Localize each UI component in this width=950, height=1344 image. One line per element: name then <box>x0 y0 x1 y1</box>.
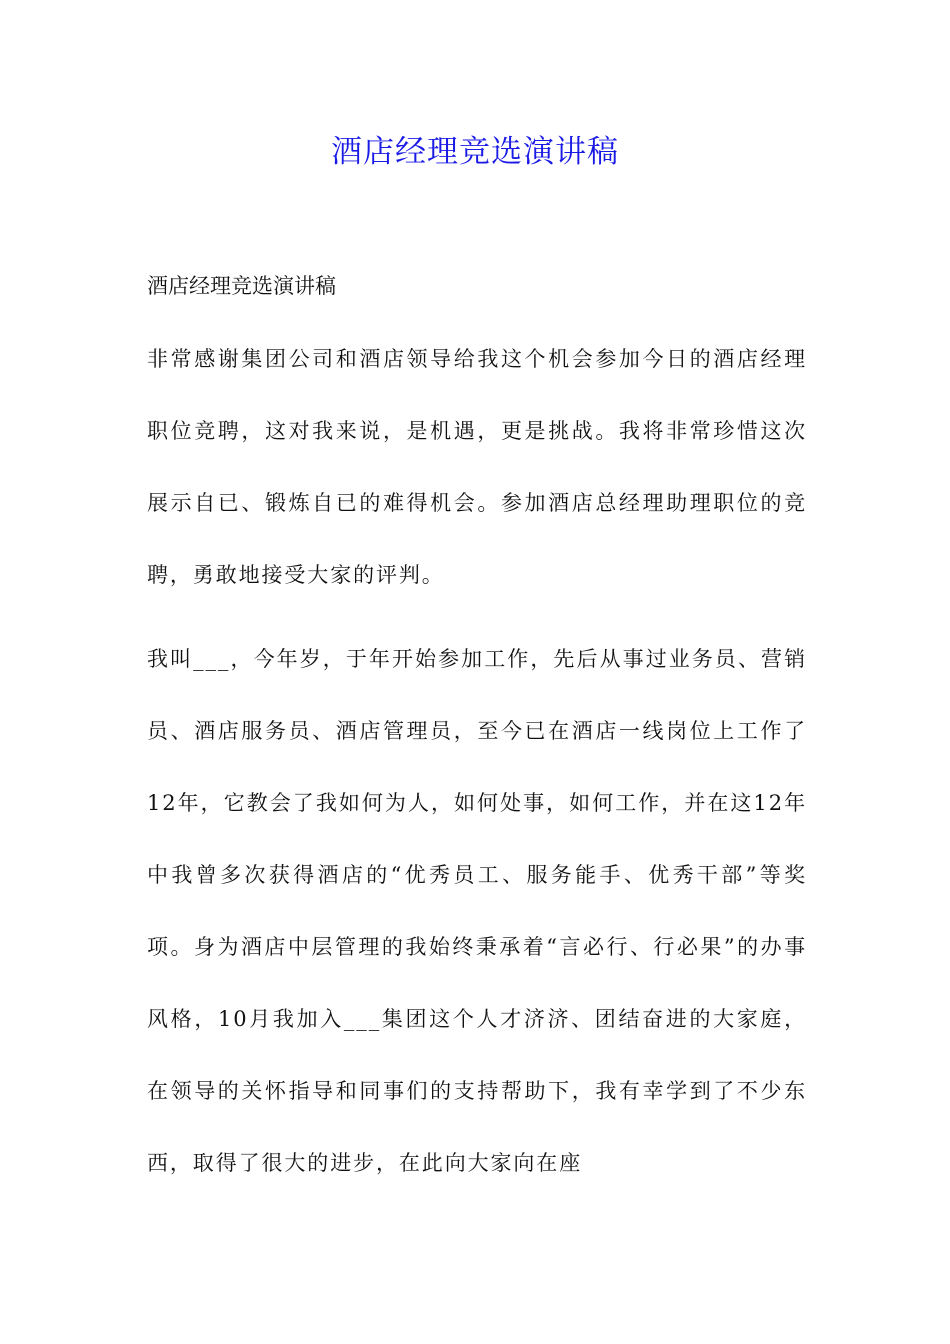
paragraph-1: 非常感谢集团公司和酒店领导给我这个机会参加今日的酒店经理职位竞聘，这对我来说，是机遇，更是挑战。我将非常珍惜这次展示自已、锻炼自已的难得机会。参加酒店总经理助理职位的竞聘，勇敢地接受大家的评判。 <box>147 347 807 587</box>
paragraph-2: 我叫___，今年岁，于年开始参加工作，先后从事过业务员、营销员、酒店服务员、酒店管理员，至今已在酒店一线岗位上工作了12年，它教会了我如何为人，如何处事，如何工作，并在这12年中我曾多次获得酒店的“优秀员工、服务能手、优秀干部”等奖项。身为酒店中层管理的我始终秉承着“言必行、行必果”的办事风格，10月我加入___集团这个人才济济、团结奋进的大家庭，在领导的关怀指导和同事们的支持帮助下，我有幸学到了不少东西，取得了很大的进步，在此向大家向在座 <box>147 647 807 1175</box>
document-subtitle: 酒店经理竞选演讲稿 <box>147 274 336 298</box>
document-title: 酒店经理竞选演讲稿 <box>331 134 619 170</box>
